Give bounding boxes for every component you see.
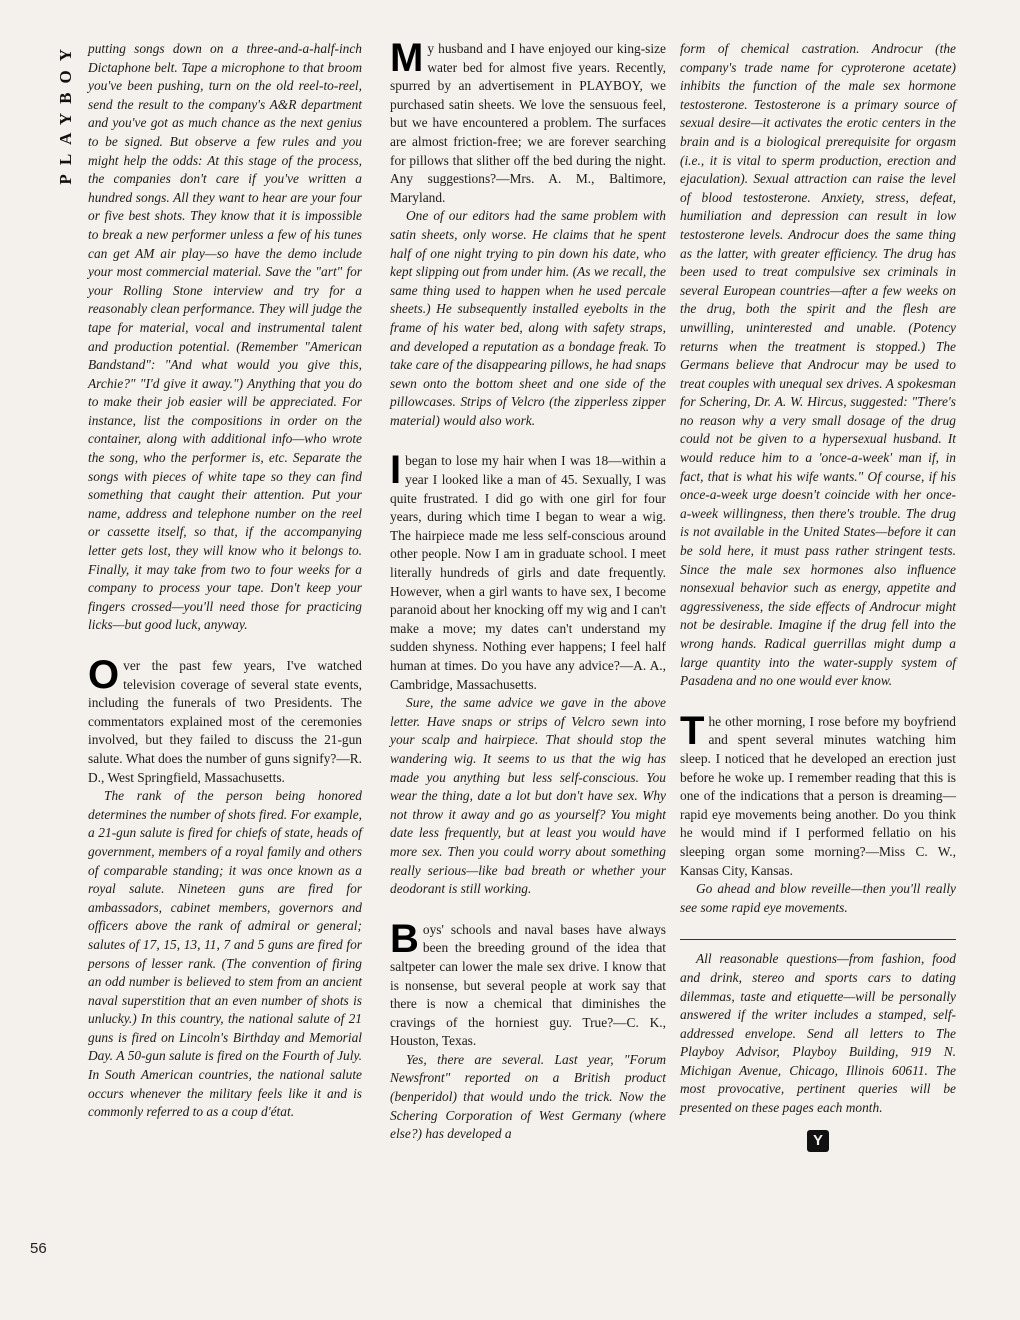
drop-cap: M <box>390 36 424 80</box>
answer-text: form of chemical castration. Androcur (the company's trade name for cyproterone acetate) inhibits the function of the male sex hormone testosterone. Testosterone is a primary source of sexual desire—it activates the erotic centers in the brain and is a biological prerequisite for orgasm (i.e., it is vital to sperm production, erection and ejaculation). Sexual attraction can raise the level of blood testosterone. Anxiety, stress, defeat, humiliation and depression can result in low testosterone levels. Androcur does the same thing as the latter, with greater efficiency. The drug has been used to treat compulsive sex criminals in several European countries—after a few weeks on the drug, both the spirit and the flesh are unwilling, uninterested and unable. (Potency returns when the treatment is stopped.) The Germans believe that Androcur may be used to treat couples with unequal sex drives. A spokesman for Schering, Dr. A. W. Hircus, suggested: "There's no reason why a very small dosage of the drug could not be given to a hypersexual husband. It would reduce him to a 'once-a-week' man if, in fact, that is what his wife wants." Of course, if his once-a-week urge doesn't coincide with her once-a-week willingness, then there's trouble. The drug is not available in the United States—before it can be sold here, it must pass rather stringent tests. Since the male sex hormones also influence nonsexual behavior such as energy, appetite and aggressiveness, the side effects of Androcur might not be desirable. Imagine if the drug fell into the wrong hands. Radical guerrillas might dump a large quantity into the water-supply system of Pasadena and no one would ever know. <box>680 41 956 689</box>
magazine-title: PLAYBOY <box>56 40 75 185</box>
drop-cap: I <box>390 448 402 493</box>
submission-note: All reasonable questions—from fashion, food and drink, stereo and sports cars to dating dilemmas, taste and etiquette—will be personally answered if the writer includes a stamped, self-addressed envelope. Send all letters to The Playboy Advisor, Playboy Building, 919 N. Michigan Avenue, Chicago, Illinois 60611. The most provocative, pertinent queries will be presented on these pages each month. <box>680 951 956 1116</box>
question-text <box>680 708 956 880</box>
question-body: he other morning, I rose before my boyfriend and spent several minutes watching him sleep. I noticed that he developed an erection just before he woke up. I remember reading that this is one of the indications that a person is dreaming—rapid eye movements being another. Do you think he would mind if I performed fellatio on his sleeping organ some morning?—Miss C. W., Kansas City, Kansas. <box>680 713 956 878</box>
letter-hair-loss <box>390 448 666 898</box>
question-text <box>390 448 666 694</box>
question-text <box>390 36 666 207</box>
answer-text: Go ahead and blow reveille—then you'll really see some rapid eye movements. <box>680 881 956 915</box>
column-2 <box>390 36 666 1280</box>
column-1 <box>88 40 362 1280</box>
question-body: y husband and I have enjoyed our king-size water bed for almost five years. Recently, spurred by an advertisement in PLAYBOY, we purchased satin sheets. We love the sensuous feel, but we have encountered a problem. The surfaces are almost friction-free; we are forever searching for pillows that slither off the bed during the night. Any suggestions?—Mrs. A. M., Baltimore, Maryland. <box>390 41 666 205</box>
drop-cap: T <box>680 708 705 753</box>
question-body: ver the past few years, I've watched television coverage of several state events, including the funerals of two Presidents. The commentators explained most of the ceremonies involved, but they failed to discuss the 21-gun salute. What does the number of guns signify?—R. D., West Springfield, Massachusetts. <box>88 658 362 785</box>
drop-cap: O <box>88 653 120 697</box>
answer-text: One of our editors had the same problem with satin sheets, only worse. He claims that he spent half of one night trying to pin down his date, who kept slipping out from under him. (As we recall, the same thing used to happen when he used percale sheets.) He subsequently installed eyebolts in the frame of his water bed, along with safety straps, and developed a reputation as a bondage freak. To take care of the disappearing pillows, he had snaps sewn onto the bottom sheet and one side of the pillowcases. Strips of Velcro (the zipperless zipper material) would also work. <box>390 208 666 428</box>
answer-text: Yes, there are several. Last year, "Forum Newsfront" reported on a British product (benperidol) that would undo the trick. Now the Schering Corporation of West Germany (where else?) has developed a <box>390 1051 666 1142</box>
answer-text: Sure, the same advice we gave in the above letter. Have snaps or strips of Velcro sewn into your scalp and hairpiece. That should stop the wandering wig. It seems to us that the wig has made you anything but less self-conscious. You wear the thing, date a lot but don't have sex. Why not throw it away and go as yourself? You might date less frequently, but at least you would have more sex. Then you could worry about something really serious—like bad breath or whether your deodorant is still working. <box>390 695 666 897</box>
question-body: oys' schools and naval bases have always been the breeding ground of the idea that saltpeter can lower the male sex drive. I know that is nonsense, but several people at work say that there is now a chemical that diminishes the cravings of the horniest guy. True?—C. K., Houston, Texas. <box>390 921 666 1049</box>
question-text <box>390 916 666 1051</box>
page-number: 56 <box>30 1240 47 1257</box>
column-3 <box>680 40 956 1280</box>
answer-text: The rank of the person being honored determines the number of shots fired. For example, a 21-gun salute is fired for chiefs of state, heads of government, members of a royal family and others of comparable standing; it was once known as a royal salute. Nineteen guns are fired for ambassadors, cabinet members, governors and officers above the rank of admiral or general; salutes of 17, 15, 13, 11, 7 and 5 guns are fired for persons of lesser rank. (The convention of firing an odd number is believed to stem from an ancient naval superstition that an even number of shots is unlucky.) In this country, the national salute of 21 guns is fired on Lincoln's Birthday and Memorial Day. A 50-gun salute is fired on the Fourth of July. In South American countries, the national salute occurs whenever the military feels like it and is commonly referred to as a coup d'état. <box>88 788 362 1120</box>
letter-21-gun-salute <box>88 653 362 1122</box>
letter-sleeping-boyfriend <box>680 708 956 918</box>
rabbit-end-mark-icon: Y <box>807 1130 829 1152</box>
letter-answer-continued <box>680 40 956 691</box>
letter-answer-continued <box>88 40 362 635</box>
letter-saltpeter <box>390 916 666 1144</box>
letter-satin-sheets <box>390 36 666 430</box>
question-text <box>88 653 362 787</box>
question-body: began to lose my hair when I was 18—within a year I looked like a man of 45. Sexually, I was quite frustrated. I did go with one girl for four years, during which time I began to wear a wig. The hairpiece made me less self-conscious around other people. Now I am in graduate school. I meet literally hundreds of girls and date frequently. However, when a girl wants to have sex, I become paranoid about her knocking off my wig and I can't make a move; my dates can't understand my sudden shyness. Nothing ever happens; I feel half human at times. Do you have any advice?—A. A., Cambridge, Massachusetts. <box>390 453 666 692</box>
drop-cap: B <box>390 916 419 961</box>
divider <box>680 939 956 940</box>
answer-text: putting songs down on a three-and-a-half-inch Dictaphone belt. Tape a microphone to that broom you've been pushing, turn on the old reel-to-reel, send the result to the company's A&R department and you've got as much chance as the next genius to be signed. But observe a few rules and you might help the odds: At this stage of the process, the companies don't care if you've written a hundred songs. All they want to hear are your four or five best shots. They know that it is impossible to break a new performer unless a few of his tunes can get AM air play—so have the demo include your most commercial material. Save the "art" for your Rolling Stone interview and try for a reasonably clean performance. They will judge the tape for material, vocal and instrumental talent and production potential. (Remember "American Bandstand": "And what would you give this, Archie?" "I'd give it away.") Anything that you do to make their job easier will be appreciated. For instance, list the compositions in order on the container, along with additional info—who wrote the song, who the performer is, etc. Separate the songs with pieces of white tape so they can find something that caught their attention. Put your name, address and telephone number on the reel or cassette itself, so that, if the accompanying letter gets lost, they will know who it belongs to. Finally, it may take from two to four weeks for a company to process your tape. Don't keep your fingers crossed—you'll need those for practicing licks—but good luck, anyway. <box>88 41 362 633</box>
